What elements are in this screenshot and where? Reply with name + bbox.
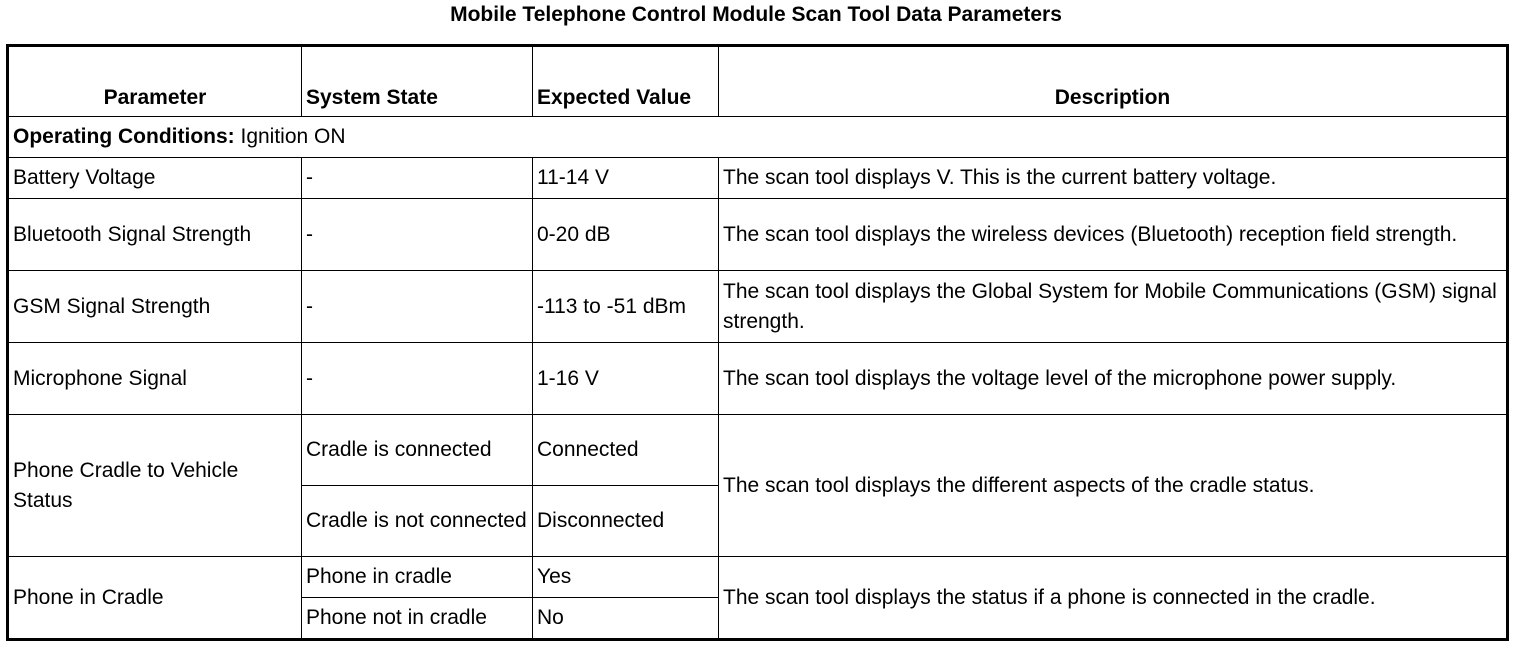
table-row	[8, 158, 1508, 199]
description-cell: The scan tool displays the wireless devices (Bluetooth) reception field strength.	[719, 199, 1508, 271]
system-state-cell: -	[302, 158, 533, 199]
table-row	[8, 557, 1508, 598]
expected-value-cell: -113 to -51 dBm	[533, 271, 719, 343]
parameter-cell: Battery Voltage	[8, 158, 302, 199]
parameter-cell: GSM Signal Strength	[8, 271, 302, 343]
header-row	[8, 46, 1508, 117]
parameter-cell: Microphone Signal	[8, 343, 302, 415]
operating-conditions-value: Ignition ON	[234, 125, 346, 148]
expected-value-cell: 1-16 V	[533, 343, 719, 415]
description-cell: The scan tool displays the Global System for Mobile Communications (GSM) signal strength.	[719, 271, 1508, 343]
system-state-cell: Phone in cradle	[302, 557, 533, 598]
description-cell: The scan tool displays V. This is the current battery voltage.	[719, 158, 1508, 199]
description-cell: The scan tool displays the voltage level of the microphone power supply.	[719, 343, 1508, 415]
table-title: Mobile Telephone Control Module Scan Tool Data Parameters	[450, 3, 1062, 26]
operating-conditions-cell	[8, 117, 1508, 158]
system-state-cell: -	[302, 199, 533, 271]
system-state-cell: Cradle is not connected	[302, 486, 533, 557]
operating-conditions-label: Operating Conditions:	[13, 125, 235, 148]
expected-value-cell: 0-20 dB	[533, 199, 719, 271]
description-cell: The scan tool displays the status if a phone is connected in the cradle.	[719, 557, 1508, 640]
table-row	[8, 271, 1508, 343]
header-system-state: System State	[302, 46, 533, 117]
system-state-cell: -	[302, 271, 533, 343]
table-row	[8, 415, 1508, 486]
parameter-cell: Bluetooth Signal Strength	[8, 199, 302, 271]
parameter-cell: Phone in Cradle	[8, 557, 302, 640]
system-state-cell: Cradle is connected	[302, 415, 533, 486]
header-description: Description	[719, 46, 1508, 117]
description-cell: The scan tool displays the different aspects of the cradle status.	[719, 415, 1508, 557]
table-row	[8, 343, 1508, 415]
expected-value-cell: 11-14 V	[533, 158, 719, 199]
expected-value-cell: Connected	[533, 415, 719, 486]
header-parameter: Parameter	[8, 46, 302, 117]
system-state-cell: -	[302, 343, 533, 415]
operating-conditions-row	[8, 117, 1508, 158]
table-row	[8, 199, 1508, 271]
expected-value-cell: Yes	[533, 557, 719, 598]
scan-tool-data-table	[6, 44, 1509, 641]
parameter-cell: Phone Cradle to Vehicle Status	[8, 415, 302, 557]
expected-value-cell: Disconnected	[533, 486, 719, 557]
system-state-cell: Phone not in cradle	[302, 598, 533, 640]
expected-value-cell: No	[533, 598, 719, 640]
header-expected-value: Expected Value	[533, 46, 719, 117]
